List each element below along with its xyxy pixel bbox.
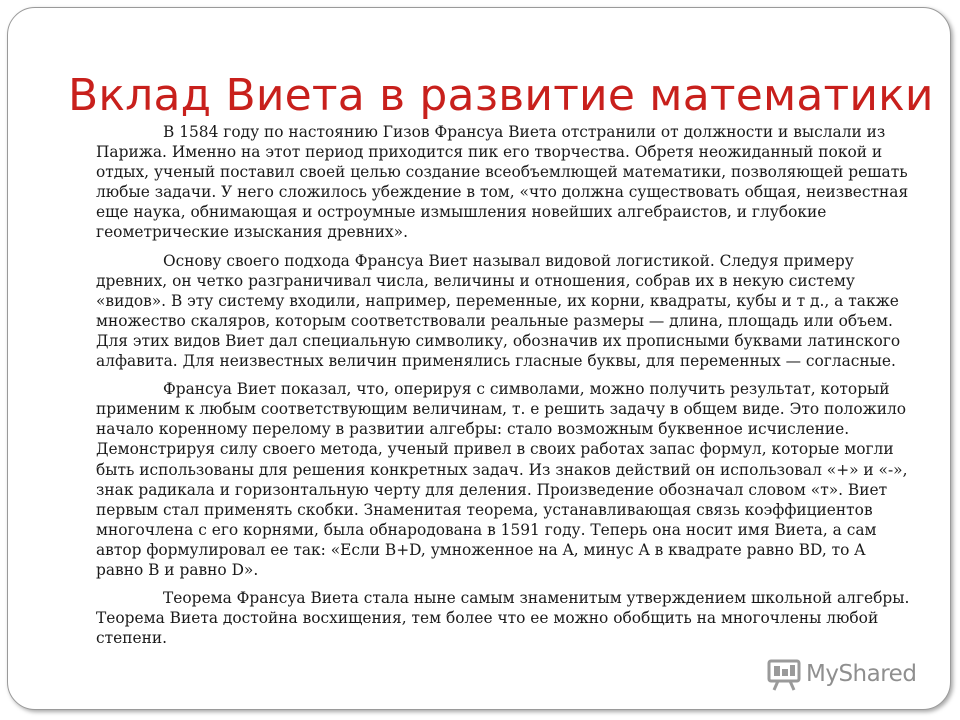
- slide-frame: [7, 7, 951, 710]
- slide-title: Вклад Виета в развитие математики: [68, 70, 934, 121]
- myshared-watermark: [766, 656, 956, 692]
- presentation-board-icon: [766, 656, 802, 692]
- watermark-text: MyShared: [806, 661, 917, 687]
- slide-body: [96, 122, 916, 656]
- paragraph-4: Теорема Франсуа Виета стала ныне самым знаменитым утверждением школьной алгебры. Теорема Виета достойна восхищения, тем более что ее можно обобщить на многочлены любой степени.: [96, 589, 910, 648]
- paragraph-1: В 1584 году по настоянию Гизов Франсуа Виета отстранили от должности и выслали из Парижа. Именно на этот период приходится пик его творчества. Обретя неожиданный покой и отдых, ученый поставил своей целью создание всеобъемлющей математики, позволяющей решать любые задачи. У него сложилось убеждение в том, «что должна существовать общая, неизвестная еще наука, обнимающая и остроумные измышления новейших алгебраистов, и глубокие геометрические изыскания древних».: [96, 123, 909, 242]
- paragraph-2: Основу своего подхода Франсуа Виет называл видовой логистикой. Следуя примеру древних, он четко разграничивал числа, величины и отношения, собрав их в некую систему «видов». В эту систему входили, например, переменные, их корни, квадраты, кубы и т д., а также множество скаляров, которым соответствовали реальные размеры — длина, площадь или объем. Для этих видов Виет дал специальную символику, обозначив их прописными буквами латинского алфавита. Для неизвестных величин применялись гласные буквы, для переменных — согласные.: [96, 251, 901, 371]
- paragraph-3: Франсуа Виет показал, что, оперируя с символами, можно получить результат, который применим к любым соответствующим величинам, т. е решить задачу в общем виде. Это положило начало коренному перелому в развитии алгебры: стало возможным буквенное исчисление. Демонстрируя силу своего метода, ученый привел в своих работах запас формул, которые могли быть использованы для решения конкретных задач. Из знаков действий он использовал «+» и «-», знак радикала и горизонтальную черту для деления. Произведение обозначал словом «т». Виет первым стал применять скобки. Знаменитая теорема, устанавливающая связь коэффициентов многочлена с его корнями, была обнародована в 1591 году. Теперь она носит имя Виета, а сам автор формулировал ее так: «Если B+D, умноженное на A, минус A в квадрате равно BD, то A равно B и равно D».: [96, 380, 908, 579]
